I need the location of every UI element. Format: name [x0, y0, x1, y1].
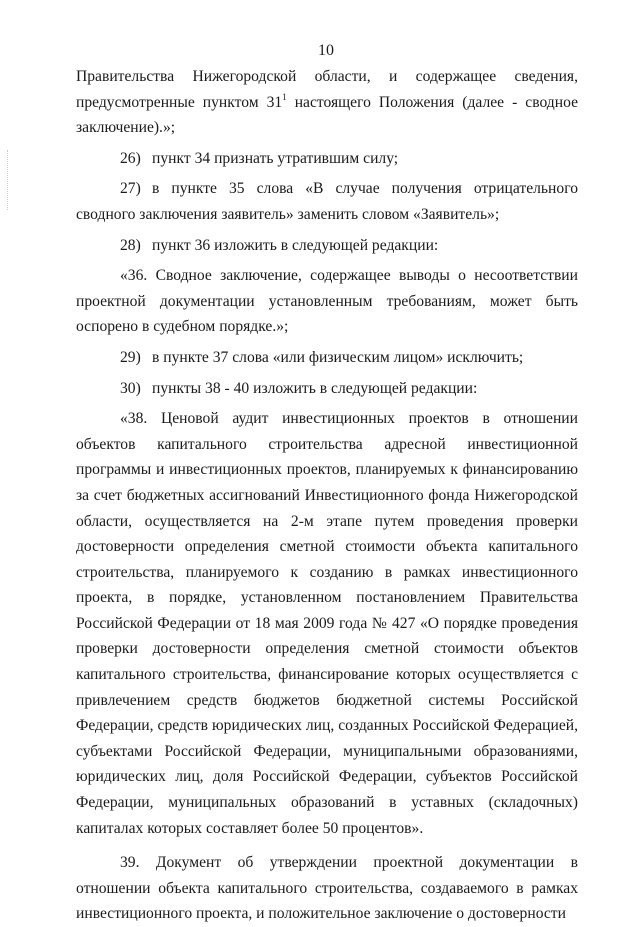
- list-item-29: [76, 345, 578, 371]
- page-number: 10: [318, 42, 334, 59]
- superscript-1: 1: [282, 91, 287, 102]
- item-text: пункт 34 признать утратившим силу;: [152, 149, 399, 167]
- item-text: в пункте 35 слова «В случае получения отрицательного сводного заключения заявитель» заменить словом «Заявитель»;: [76, 180, 578, 223]
- intro-line-1: Правительства Нижегородской области, и содержащее сведения,: [76, 68, 578, 85]
- paragraph-38: «38. Ценовой аудит инвестиционных проектов в отношении объектов капитального строительства адресной инвестиционной программы и инвестиционных проектов, планируемых к финансированию за счет бюджетных ассигнований Инвестиционного фонда Нижегородской области, осуществляется на 2-м этапе путем проведения проверки достоверности определения сметной стоимости объекта капитального строительства, планируемого к созданию в рамках инвестиционного проекта, в порядке, установленном постановлением Правительства Российской Федерации от 18 мая 2009 года № 427 «О порядке проведения проверки достоверности определения сметной стоимости объектов капитального строительства, финансирование которых осуществляется с привлечением средств бюджетов бюджетной системы Российской Федерации, средств юридических лиц, созданных Российской Федерацией, субъектами Российской Федерации, муниципальными образованиями, юридических лиц, доля Российской Федерации, субъектов Российской Федерации, муниципальных образований в уставных (складочных) капиталах которых составляет более 50 процентов».: [76, 410, 578, 837]
- item-number: 30): [120, 379, 141, 397]
- item-number: 29): [120, 348, 141, 366]
- intro-line-3: заключение).»;: [76, 119, 176, 137]
- item-text: пункт 36 изложить в следующей редакции:: [152, 236, 439, 254]
- paragraph-36: «36. Сводное заключение, содержащее выводы о несоответствии проектной документации установленным требованиям, может быть оспорено в судебном порядке.»;: [76, 267, 578, 336]
- intro-line-2-pre: предусмотренные пунктом 31: [76, 93, 283, 111]
- list-item-26: [76, 146, 578, 172]
- intro-line-2: [76, 90, 578, 116]
- list-item-27: [76, 176, 578, 227]
- item-number: 26): [120, 149, 141, 167]
- scan-margin-marks: [7, 150, 10, 210]
- item-text: в пункте 37 слова «или физическим лицом» исключить;: [152, 348, 524, 366]
- list-item-30: [76, 376, 578, 402]
- item-number: 27): [120, 180, 141, 198]
- item-number: 28): [120, 236, 141, 254]
- list-item-28: [76, 233, 578, 259]
- document-body: [76, 64, 578, 927]
- intro-line-2-post: настоящего Положения (далее - сводное: [286, 93, 578, 111]
- paragraph-39: 39. Документ об утверждении проектной документации в отношении объекта капитального строительства, создаваемого в рамках инвестиционного проекта, и положительное заключение о достоверности: [76, 854, 578, 923]
- item-text: пункты 38 - 40 изложить в следующей редакции:: [152, 379, 478, 397]
